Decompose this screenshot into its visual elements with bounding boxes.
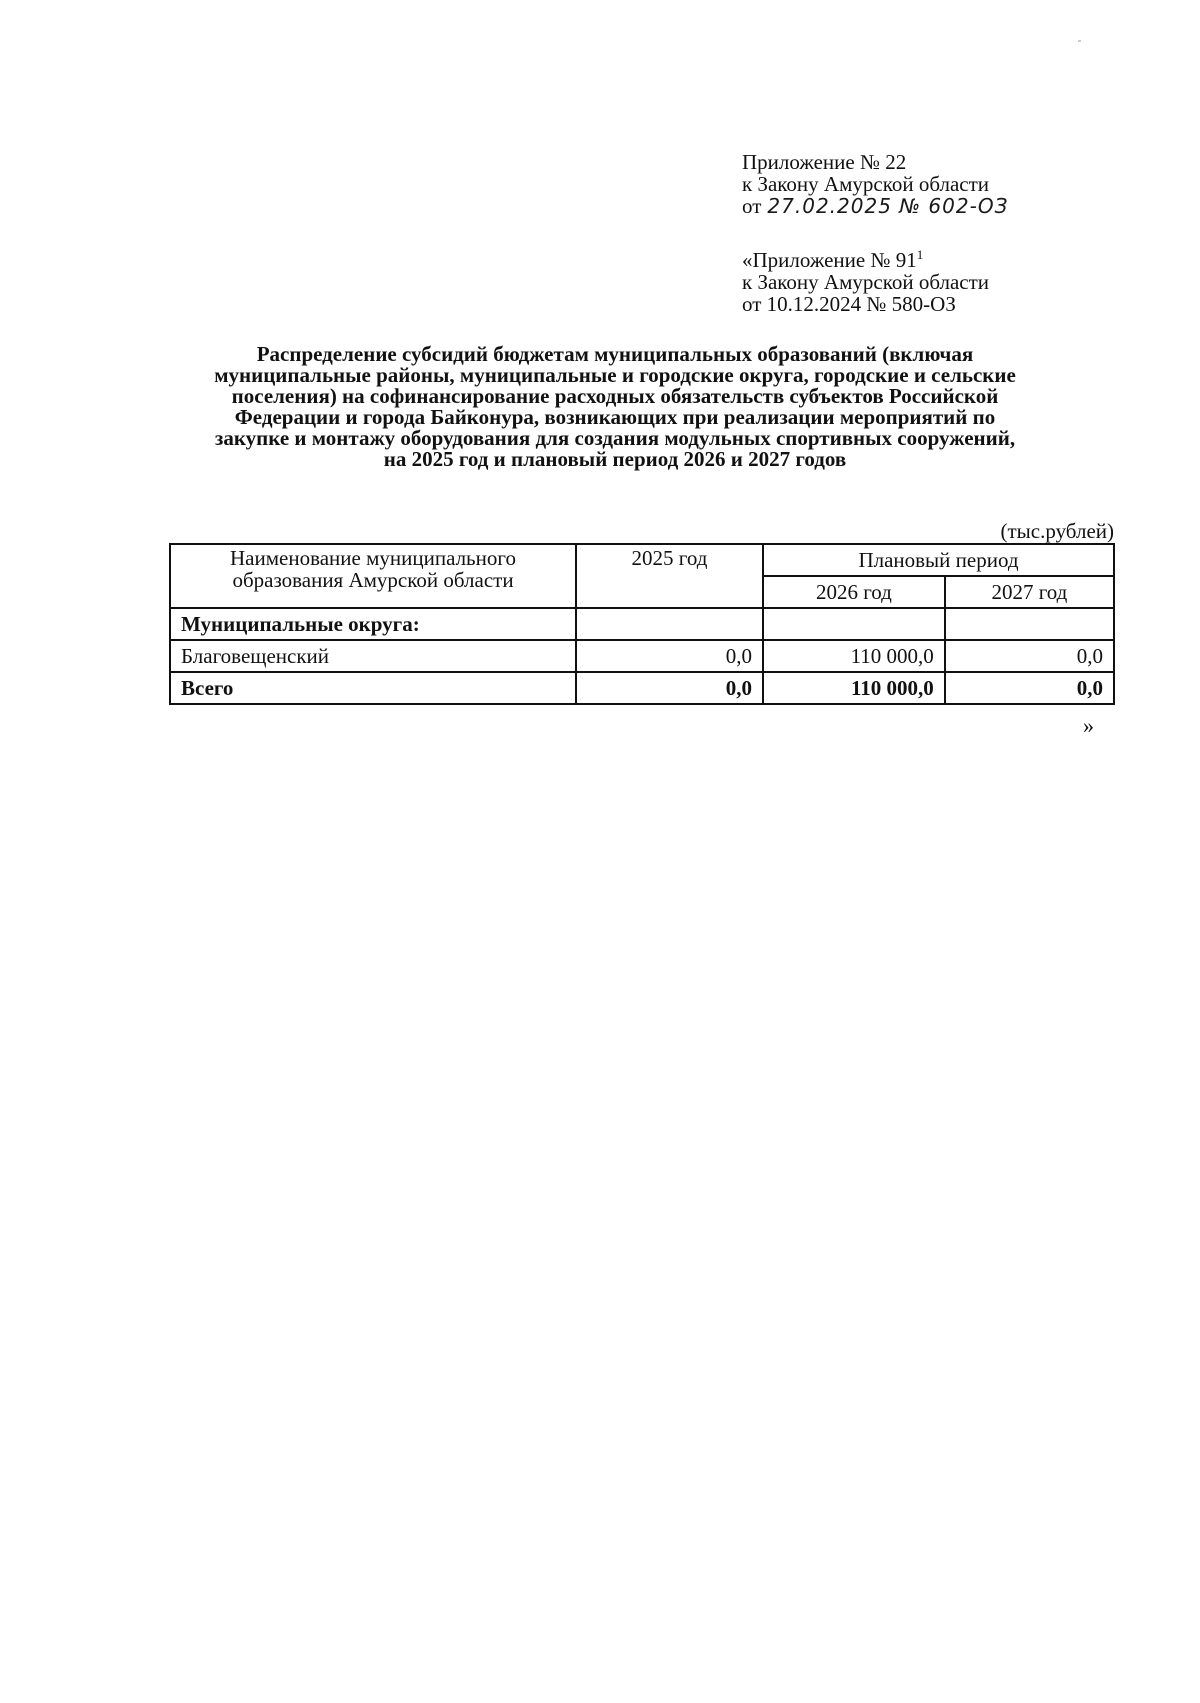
appendix-header [742,151,1008,217]
row-name: Благовещенский [170,640,576,672]
col-header-name: Наименование муниципального образования Амурской области [170,544,576,608]
total-row [170,672,1114,704]
document-title [150,344,1080,470]
col-header-plan-period: Плановый период [763,544,1114,576]
row-value-2026: 110 000,0 [763,640,945,672]
section-row [170,608,1114,640]
previous-appendix-date: от 10.12.2024 № 580-ОЗ [742,292,956,316]
table-header-row [170,544,1114,576]
previous-appendix-law-ref: к Закону Амурской области [742,270,990,294]
title-line: муниципальные районы, муниципальные и городские округа, городские и сельские [214,363,1016,387]
row-value-2027: 0,0 [945,640,1114,672]
total-label: Всего [170,672,576,704]
title-line: поселения) на софинансирование расходных обязательств субъектов Российской [231,384,999,408]
closing-quote: » [1083,713,1094,738]
col-header-2026: 2026 год [763,576,945,608]
total-value-2025: 0,0 [576,672,763,704]
title-line: Распределение субсидий бюджетам муниципальных образований (включая [256,342,974,366]
units-label: (тыс.рублей) [1000,519,1114,543]
col-header-2025: 2025 год [576,544,763,608]
table-row [170,640,1114,672]
section-label: Муниципальные округа: [170,608,576,640]
appendix-date-line [742,195,1008,217]
scan-speck [1078,40,1081,42]
previous-appendix-header [742,249,989,315]
handwritten-date-number: 27.02.2025 № 602-ОЗ [767,194,1009,218]
row-value-2025: 0,0 [576,640,763,672]
title-line: на 2025 год и плановый период 2026 и 2027 годов [383,447,847,471]
total-value-2026: 110 000,0 [763,672,945,704]
previous-appendix-number: «Приложение № $91^1$ [742,247,924,272]
col-header-2027: 2027 год [945,576,1114,608]
title-line: закупке и монтажу оборудования для создания модульных спортивных сооружений, [214,426,1016,450]
subsidy-table [169,543,1115,705]
superscript: 1 [916,247,924,262]
appendix-law-ref: к Закону Амурской области [742,172,990,196]
total-value-2027: 0,0 [945,672,1114,704]
title-line: Федерации и города Байконура, возникающих при реализации мероприятий по [234,405,996,429]
appendix-number: Приложение № 22 [742,150,907,174]
appendix-date-prefix: от [742,194,762,218]
